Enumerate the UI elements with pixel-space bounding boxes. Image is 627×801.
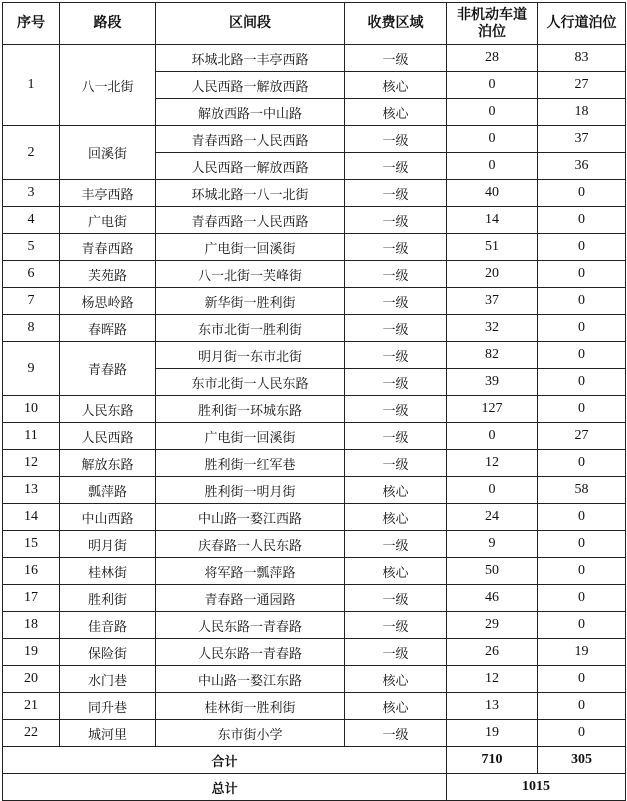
sidewalk-spots: 0: [538, 234, 626, 261]
bike-lane-spots: 127: [447, 396, 538, 423]
row-number: 12: [3, 450, 60, 477]
section-range: 青春西路一人民西路: [156, 207, 345, 234]
bike-lane-spots: 9: [447, 531, 538, 558]
section-range: 桂林街一胜利街: [156, 693, 345, 720]
charge-zone: 一级: [345, 423, 447, 450]
road-name: 桂林街: [60, 558, 156, 585]
bike-lane-spots: 50: [447, 558, 538, 585]
road-name: 同升巷: [60, 693, 156, 720]
total-value: 1015: [447, 774, 626, 801]
sidewalk-spots: 0: [538, 504, 626, 531]
section-range: 明月街一东市北街: [156, 342, 345, 369]
table-row: [3, 180, 626, 207]
table-row: [3, 126, 626, 153]
road-name: 八一北街: [60, 45, 156, 126]
road-name: 杨思岭路: [60, 288, 156, 315]
subtotal-label: 合计: [3, 747, 447, 774]
road-name: 广电街: [60, 207, 156, 234]
header-bike-lane: [447, 3, 538, 45]
section-range: 广电街一回溪街: [156, 234, 345, 261]
parking-table: [2, 2, 626, 801]
row-number: 11: [3, 423, 60, 450]
subtotal-row: [3, 747, 626, 774]
charge-zone: 核心: [345, 558, 447, 585]
sidewalk-spots: 27: [538, 423, 626, 450]
section-range: 胜利街一明月街: [156, 477, 345, 504]
table-row: [3, 585, 626, 612]
row-number: 6: [3, 261, 60, 288]
road-name: 明月街: [60, 531, 156, 558]
sidewalk-spots: 0: [538, 180, 626, 207]
charge-zone: 一级: [345, 585, 447, 612]
bike-lane-spots: 24: [447, 504, 538, 531]
section-range: 东市北街一人民东路: [156, 369, 345, 396]
sidewalk-spots: 27: [538, 72, 626, 99]
charge-zone: 核心: [345, 72, 447, 99]
road-name: 解放东路: [60, 450, 156, 477]
header-sidewalk: 人行道泊位: [538, 3, 626, 45]
table-row: [3, 342, 626, 369]
row-number: 16: [3, 558, 60, 585]
bike-lane-spots: 46: [447, 585, 538, 612]
sidewalk-spots: 19: [538, 639, 626, 666]
charge-zone: 一级: [345, 396, 447, 423]
sidewalk-spots: 0: [538, 315, 626, 342]
section-range: 青春西路一人民西路: [156, 126, 345, 153]
charge-zone: 一级: [345, 288, 447, 315]
sidewalk-spots: 0: [538, 396, 626, 423]
bike-lane-spots: 12: [447, 666, 538, 693]
bike-lane-spots: 0: [447, 153, 538, 180]
charge-zone: 一级: [345, 126, 447, 153]
row-number: 15: [3, 531, 60, 558]
section-range: 人民东路一青春路: [156, 612, 345, 639]
sidewalk-spots: 0: [538, 531, 626, 558]
charge-zone: 核心: [345, 504, 447, 531]
row-number: 21: [3, 693, 60, 720]
road-name: 丰亭西路: [60, 180, 156, 207]
section-range: 八一北街一芙峰街: [156, 261, 345, 288]
row-number: 5: [3, 234, 60, 261]
table-row: [3, 477, 626, 504]
section-range: 人民西路一解放西路: [156, 153, 345, 180]
charge-zone: 核心: [345, 693, 447, 720]
sidewalk-spots: 0: [538, 342, 626, 369]
charge-zone: 一级: [345, 234, 447, 261]
sidewalk-spots: 0: [538, 612, 626, 639]
charge-zone: 一级: [345, 531, 447, 558]
header-bike-lane-line1: 非机动车道: [457, 6, 527, 23]
table-row: [3, 504, 626, 531]
table-row: [3, 315, 626, 342]
sidewalk-spots: 0: [538, 558, 626, 585]
header-row: [3, 3, 626, 45]
charge-zone: 一级: [345, 45, 447, 72]
table-row: [3, 423, 626, 450]
road-name: 保险街: [60, 639, 156, 666]
row-number: 1: [3, 45, 60, 126]
section-range: 广电街一回溪街: [156, 423, 345, 450]
header-road: 路段: [60, 3, 156, 45]
bike-lane-spots: 82: [447, 342, 538, 369]
charge-zone: 一级: [345, 153, 447, 180]
table-row: [3, 450, 626, 477]
sidewalk-spots: 83: [538, 45, 626, 72]
section-range: 环城北路一八一北街: [156, 180, 345, 207]
bike-lane-spots: 32: [447, 315, 538, 342]
road-name: 中山西路: [60, 504, 156, 531]
bike-lane-spots: 37: [447, 288, 538, 315]
bike-lane-spots: 0: [447, 477, 538, 504]
row-number: 4: [3, 207, 60, 234]
row-number: 7: [3, 288, 60, 315]
row-number: 8: [3, 315, 60, 342]
section-range: 中山路一婺江西路: [156, 504, 345, 531]
subtotal-bike-lane: 710: [447, 747, 538, 774]
row-number: 18: [3, 612, 60, 639]
row-number: 20: [3, 666, 60, 693]
table-body: [3, 45, 626, 747]
sidewalk-spots: 36: [538, 153, 626, 180]
row-number: 22: [3, 720, 60, 747]
charge-zone: 一级: [345, 369, 447, 396]
bike-lane-spots: 0: [447, 423, 538, 450]
sidewalk-spots: 0: [538, 450, 626, 477]
sidewalk-spots: 0: [538, 207, 626, 234]
table-row: [3, 207, 626, 234]
row-number: 3: [3, 180, 60, 207]
sidewalk-spots: 37: [538, 126, 626, 153]
total-row: [3, 774, 626, 801]
road-name: 青春路: [60, 342, 156, 396]
bike-lane-spots: 0: [447, 72, 538, 99]
sidewalk-spots: 58: [538, 477, 626, 504]
row-number: 2: [3, 126, 60, 180]
row-number: 19: [3, 639, 60, 666]
road-name: 佳音路: [60, 612, 156, 639]
bike-lane-spots: 14: [447, 207, 538, 234]
sidewalk-spots: 0: [538, 666, 626, 693]
charge-zone: 一级: [345, 450, 447, 477]
section-range: 中山路一婺江东路: [156, 666, 345, 693]
bike-lane-spots: 20: [447, 261, 538, 288]
road-name: 春晖路: [60, 315, 156, 342]
charge-zone: 一级: [345, 612, 447, 639]
section-range: 东市北街一胜利街: [156, 315, 345, 342]
header-section: 区间段: [156, 3, 345, 45]
row-number: 14: [3, 504, 60, 531]
road-name: 青春西路: [60, 234, 156, 261]
header-no: 序号: [3, 3, 60, 45]
sidewalk-spots: 0: [538, 369, 626, 396]
section-range: 胜利街一红军巷: [156, 450, 345, 477]
section-range: 胜利街一环城东路: [156, 396, 345, 423]
section-range: 新华街一胜利街: [156, 288, 345, 315]
table-row: [3, 396, 626, 423]
subtotal-sidewalk: 305: [538, 747, 626, 774]
road-name: 瓢萍路: [60, 477, 156, 504]
section-range: 东市街小学: [156, 720, 345, 747]
charge-zone: 一级: [345, 639, 447, 666]
charge-zone: 一级: [345, 261, 447, 288]
sidewalk-spots: 0: [538, 693, 626, 720]
road-name: 人民东路: [60, 396, 156, 423]
table-row: [3, 639, 626, 666]
road-name: 回溪街: [60, 126, 156, 180]
table-row: [3, 666, 626, 693]
charge-zone: 一级: [345, 342, 447, 369]
header-bike-lane-line2: 泊位: [478, 23, 506, 40]
section-range: 青春路一通园路: [156, 585, 345, 612]
bike-lane-spots: 26: [447, 639, 538, 666]
section-range: 人民东路一青春路: [156, 639, 345, 666]
road-name: 城河里: [60, 720, 156, 747]
road-name: 水门巷: [60, 666, 156, 693]
charge-zone: 一级: [345, 207, 447, 234]
section-range: 将军路一瓢萍路: [156, 558, 345, 585]
bike-lane-spots: 12: [447, 450, 538, 477]
charge-zone: 核心: [345, 666, 447, 693]
charge-zone: 核心: [345, 99, 447, 126]
table-row: [3, 531, 626, 558]
section-range: 环城北路一丰亭西路: [156, 45, 345, 72]
section-range: 庆春路一人民东路: [156, 531, 345, 558]
charge-zone: 一级: [345, 720, 447, 747]
sidewalk-spots: 0: [538, 288, 626, 315]
bike-lane-spots: 40: [447, 180, 538, 207]
bike-lane-spots: 13: [447, 693, 538, 720]
table-row: [3, 720, 626, 747]
road-name: 胜利街: [60, 585, 156, 612]
table-row: [3, 612, 626, 639]
sidewalk-spots: 18: [538, 99, 626, 126]
charge-zone: 一级: [345, 180, 447, 207]
table-row: [3, 261, 626, 288]
total-label: 总计: [3, 774, 447, 801]
table-row: [3, 693, 626, 720]
charge-zone: 一级: [345, 315, 447, 342]
row-number: 9: [3, 342, 60, 396]
bike-lane-spots: 39: [447, 369, 538, 396]
row-number: 10: [3, 396, 60, 423]
table-row: [3, 234, 626, 261]
row-number: 17: [3, 585, 60, 612]
sidewalk-spots: 0: [538, 261, 626, 288]
bike-lane-spots: 0: [447, 99, 538, 126]
bike-lane-spots: 0: [447, 126, 538, 153]
table-row: [3, 288, 626, 315]
section-range: 人民西路一解放西路: [156, 72, 345, 99]
road-name: 人民西路: [60, 423, 156, 450]
section-range: 解放西路一中山路: [156, 99, 345, 126]
bike-lane-spots: 29: [447, 612, 538, 639]
bike-lane-spots: 28: [447, 45, 538, 72]
sidewalk-spots: 0: [538, 720, 626, 747]
sidewalk-spots: 0: [538, 585, 626, 612]
road-name: 芙苑路: [60, 261, 156, 288]
bike-lane-spots: 51: [447, 234, 538, 261]
bike-lane-spots: 19: [447, 720, 538, 747]
charge-zone: 核心: [345, 477, 447, 504]
table-row: [3, 45, 626, 72]
header-zone: 收费区域: [345, 3, 447, 45]
table-row: [3, 558, 626, 585]
row-number: 13: [3, 477, 60, 504]
